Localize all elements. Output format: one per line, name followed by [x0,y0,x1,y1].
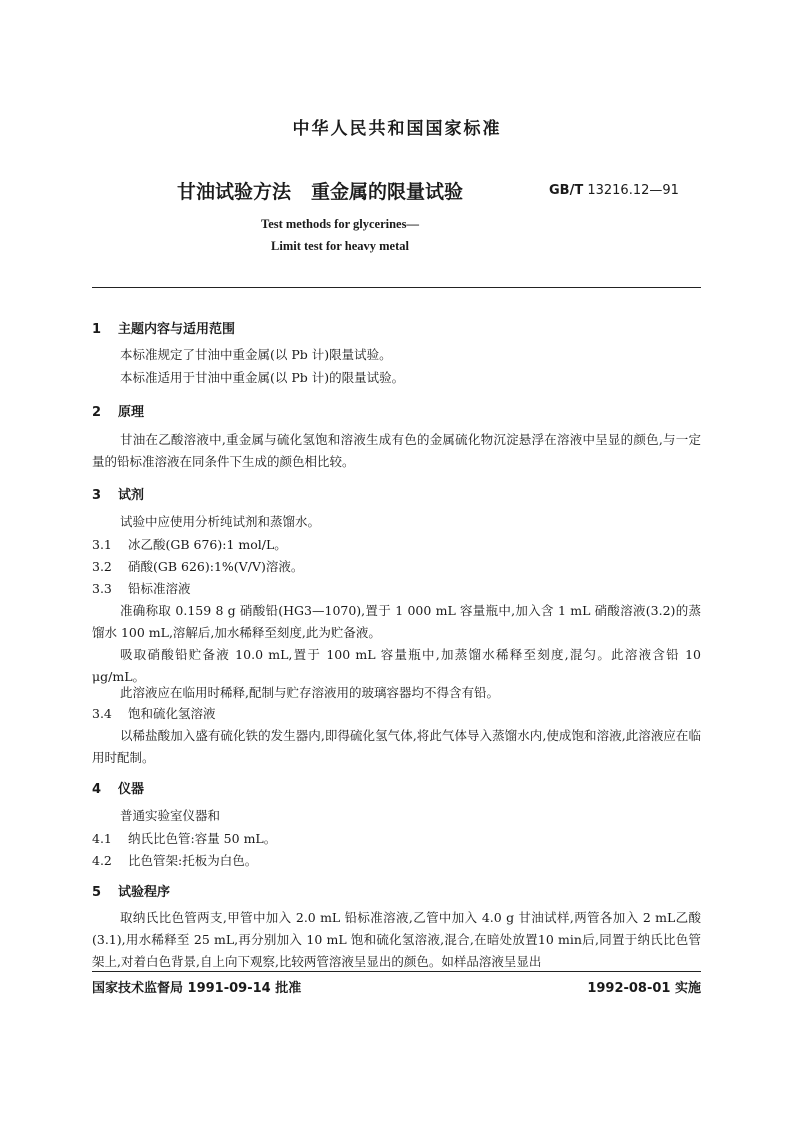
section-title: 原理 [118,405,145,420]
item-number: 3.3 [92,581,112,596]
s3-paragraph-1: 试验中应使用分析纯试剂和蒸馏水。 [120,514,321,529]
s3-4-paragraph-1: 以稀盐酸加入盛有硫化铁的发生器内,即得硫化氢气体,将此气体导入蒸馏水内,使成饱和溶液,此溶液应在临用时配制。 [92,728,701,765]
section-number: 3 [92,488,102,503]
approval-date: 国家技术监督局 1991-09-14 批准 [92,981,302,996]
item-3-3 [92,578,191,600]
section-1-heading [92,318,235,337]
item-text: 比色管架:托板为白色。 [128,853,258,868]
english-title-line2: Limit test for heavy metal [271,239,409,253]
item-number: 3.2 [92,559,112,574]
item-text: 硝酸(GB 626):1%(V/V)溶液。 [128,559,304,574]
header-divider [92,287,701,288]
s2-paragraph-1: 甘油在乙酸溶液中,重金属与硫化氢饱和溶液生成有色的金属硫化物沉淀悬浮在溶液中呈显的颜色,与一定量的铅标准溶液在同条件下生成的颜色相比较。 [92,432,701,469]
footer-divider [92,971,701,972]
item-text: 冰乙酸(GB 676):1 mol/L。 [128,537,287,552]
section-title: 仪器 [118,782,145,797]
english-title-line1: Test methods for glycerines— [261,217,419,231]
s3-3-paragraph-2: 吸取硝酸铅贮备液 10.0 mL,置于 100 mL 容量瓶中,加蒸馏水稀释至刻度,混匀。此溶液含铅 10 μg/mL。 [92,647,701,684]
item-3-2 [92,556,303,578]
item-4-2 [92,850,257,872]
standard-prefix: GB/T [549,183,584,198]
item-number: 4.2 [92,853,112,868]
section-title: 试验程序 [118,885,171,900]
s3-3-paragraph-1: 准确称取 0.159 8 g 硝酸铅(HG3—1070),置于 1 000 mL 容量瓶中,加入含 1 mL 硝酸溶液(3.2)的蒸馏水 100 mL,溶解后,加水稀释至刻度,此为贮备液。 [92,603,701,640]
item-number: 3.1 [92,537,112,552]
section-2-heading [92,401,144,420]
section-3-heading [92,484,144,503]
title-part2: 重金属的限量试验 [311,181,464,203]
section-number: 5 [92,885,102,900]
section-number: 4 [92,782,102,797]
s4-paragraph-1: 普通实验室仪器和 [120,808,221,823]
section-4-heading [92,778,144,797]
section-number: 1 [92,322,102,337]
section-title: 主题内容与适用范围 [118,322,236,337]
standard-number [549,183,679,198]
item-number: 4.1 [92,831,112,846]
item-text: 铅标准溶液 [128,581,191,596]
s1-paragraph-2: 本标准适用于甘油中重金属(以 Pb 计)的限量试验。 [120,370,405,385]
title-part1: 甘油试验方法 [177,181,292,203]
section-number: 2 [92,405,102,420]
item-text: 纳氏比色管:容量 50 mL。 [128,831,277,846]
national-standard-heading: 中华人民共和国国家标准 [292,119,502,139]
item-3-4 [92,703,216,725]
s5-paragraph-1: 取纳氏比色管两支,甲管中加入 2.0 mL 铅标准溶液,乙管中加入 4.0 g 甘油试样,两管各加入 2 mL乙酸(3.1),用水稀释至 25 mL,再分别加入 10 mL 饱和硫化氢溶液,混合,在暗处放置10 min后,同置于纳氏比色管架上,对着白色背景,自上向下观察,比较两管溶液呈显出的颜色。如样品溶液呈显出 [92,910,701,969]
s1-paragraph-1: 本标准规定了甘油中重金属(以 Pb 计)限量试验。 [120,347,392,362]
item-number: 3.4 [92,706,112,721]
item-text: 饱和硫化氢溶液 [128,706,216,721]
s3-3-paragraph-3: 此溶液应在临用时稀释,配制与贮存溶液用的玻璃容器均不得含有铅。 [120,685,499,700]
standard-code: 13216.12—91 [587,183,679,198]
item-3-1 [92,534,287,556]
implementation-date: 1992-08-01 实施 [587,981,701,996]
item-4-1 [92,828,276,850]
document-title [177,177,463,204]
section-title: 试剂 [118,488,145,503]
section-5-heading [92,881,170,900]
